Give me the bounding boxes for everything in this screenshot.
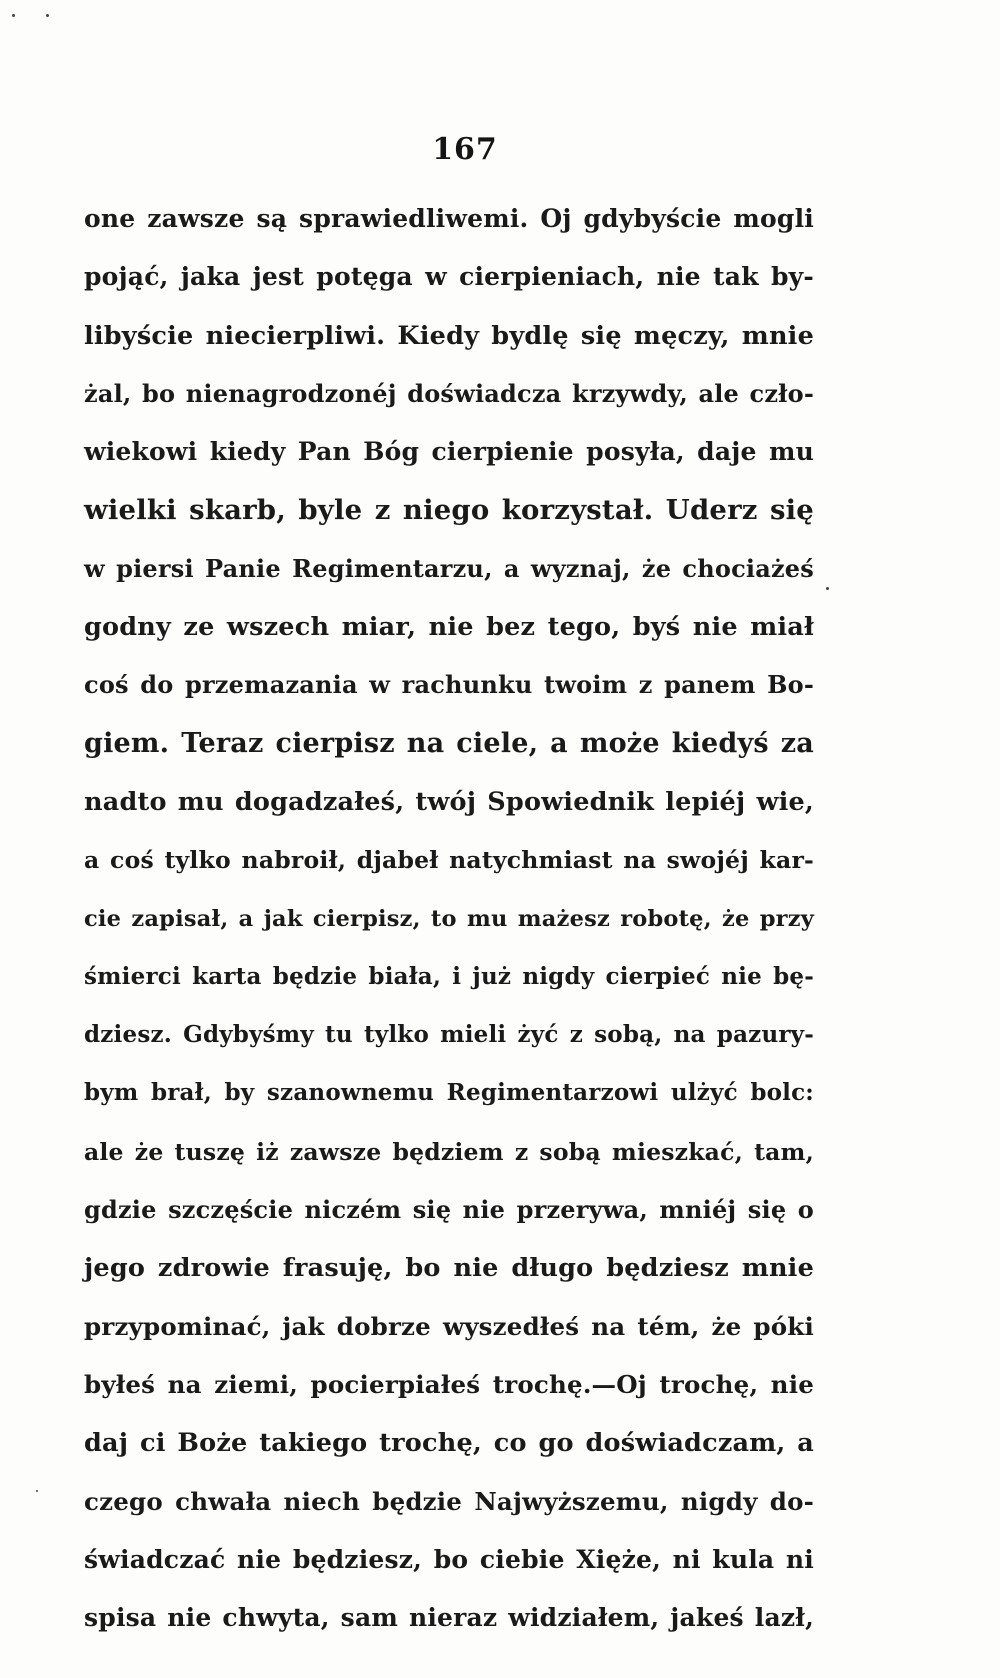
text-line: spisa nie chwyta, sam nieraz widziałem, jakeś lazł, [84,1603,814,1633]
scan-speck [46,14,49,17]
text-line: dziesz. Gdybyśmy tu tylko mieli żyć z sobą, na pazury- [84,1021,814,1049]
text-line: one zawsze są sprawiedliwemi. Oj gdybyście mogli [84,204,814,233]
text-line: nadto mu dogadzałeś, twój Spowiednik lepiéj wie, [84,786,814,817]
body-text [84,190,814,1647]
text-line: godny ze wszech miar, nie bez tego, byś nie miał [84,612,814,643]
text-line: czego chwała niech będzie Najwyższemu, nigdy do- [84,1486,814,1516]
text-line: świadczać nie będziesz, bo ciebie Xięże, ni kula ni [84,1544,814,1574]
text-line: libyście niecierpliwi. Kiedy bydlę się męczy, mnie [84,320,814,351]
text-line: gdzie szczęście niczém się nie przerywa, mniéj się o [84,1195,814,1225]
text-line: jego zdrowie frasuję, bo nie długo będziesz mnie [84,1253,814,1284]
text-line: przypominać, jak dobrze wyszedłeś na tém, że póki [84,1311,814,1341]
text-line: byłeś na ziemi, pocierpiałeś trochę.—Oj trochę, nie [84,1369,814,1399]
text-line: w piersi Panie Regimentarzu, a wyznaj, że chociażeś [84,553,814,583]
text-line: żal, bo nienagrodzonéj doświadcza krzywdy, ale czło- [84,378,814,408]
text-line: bym brał, by szanownemu Regimentarzowi ulżyć bolc: [84,1079,814,1107]
text-line: daj ci Boże takiego trochę, co go doświadczam, a [84,1428,814,1459]
text-line: śmierci karta będzie biała, i już nigdy cierpieć nie bę- [84,962,814,990]
scan-speck [12,14,15,17]
text-line: giem. Teraz cierpisz na ciele, a może kiedyś za [84,727,814,759]
page-number: 167 [432,132,498,167]
text-line: pojąć, jaka jest potęga w cierpieniach, nie tak by- [84,262,814,292]
text-line: ale że tuszę iż zawsze będziem z sobą mieszkać, tam, [84,1137,814,1166]
scan-speck [826,587,829,590]
scan-speck [36,1490,38,1492]
text-line: cie zapisał, a jak cierpisz, to mu mażesz robotę, że przy [84,905,814,932]
text-line: wielki skarb, byle z niego korzystał. Uderz się [84,494,814,527]
text-line: wiekowi kiedy Pan Bóg cierpienie posyła, daje mu [84,437,814,467]
text-line: coś do przemazania w rachunku twoim z panem Bo- [84,670,814,700]
text-line: a coś tylko nabroił, djabeł natychmiast na swojéj kar- [84,846,814,875]
